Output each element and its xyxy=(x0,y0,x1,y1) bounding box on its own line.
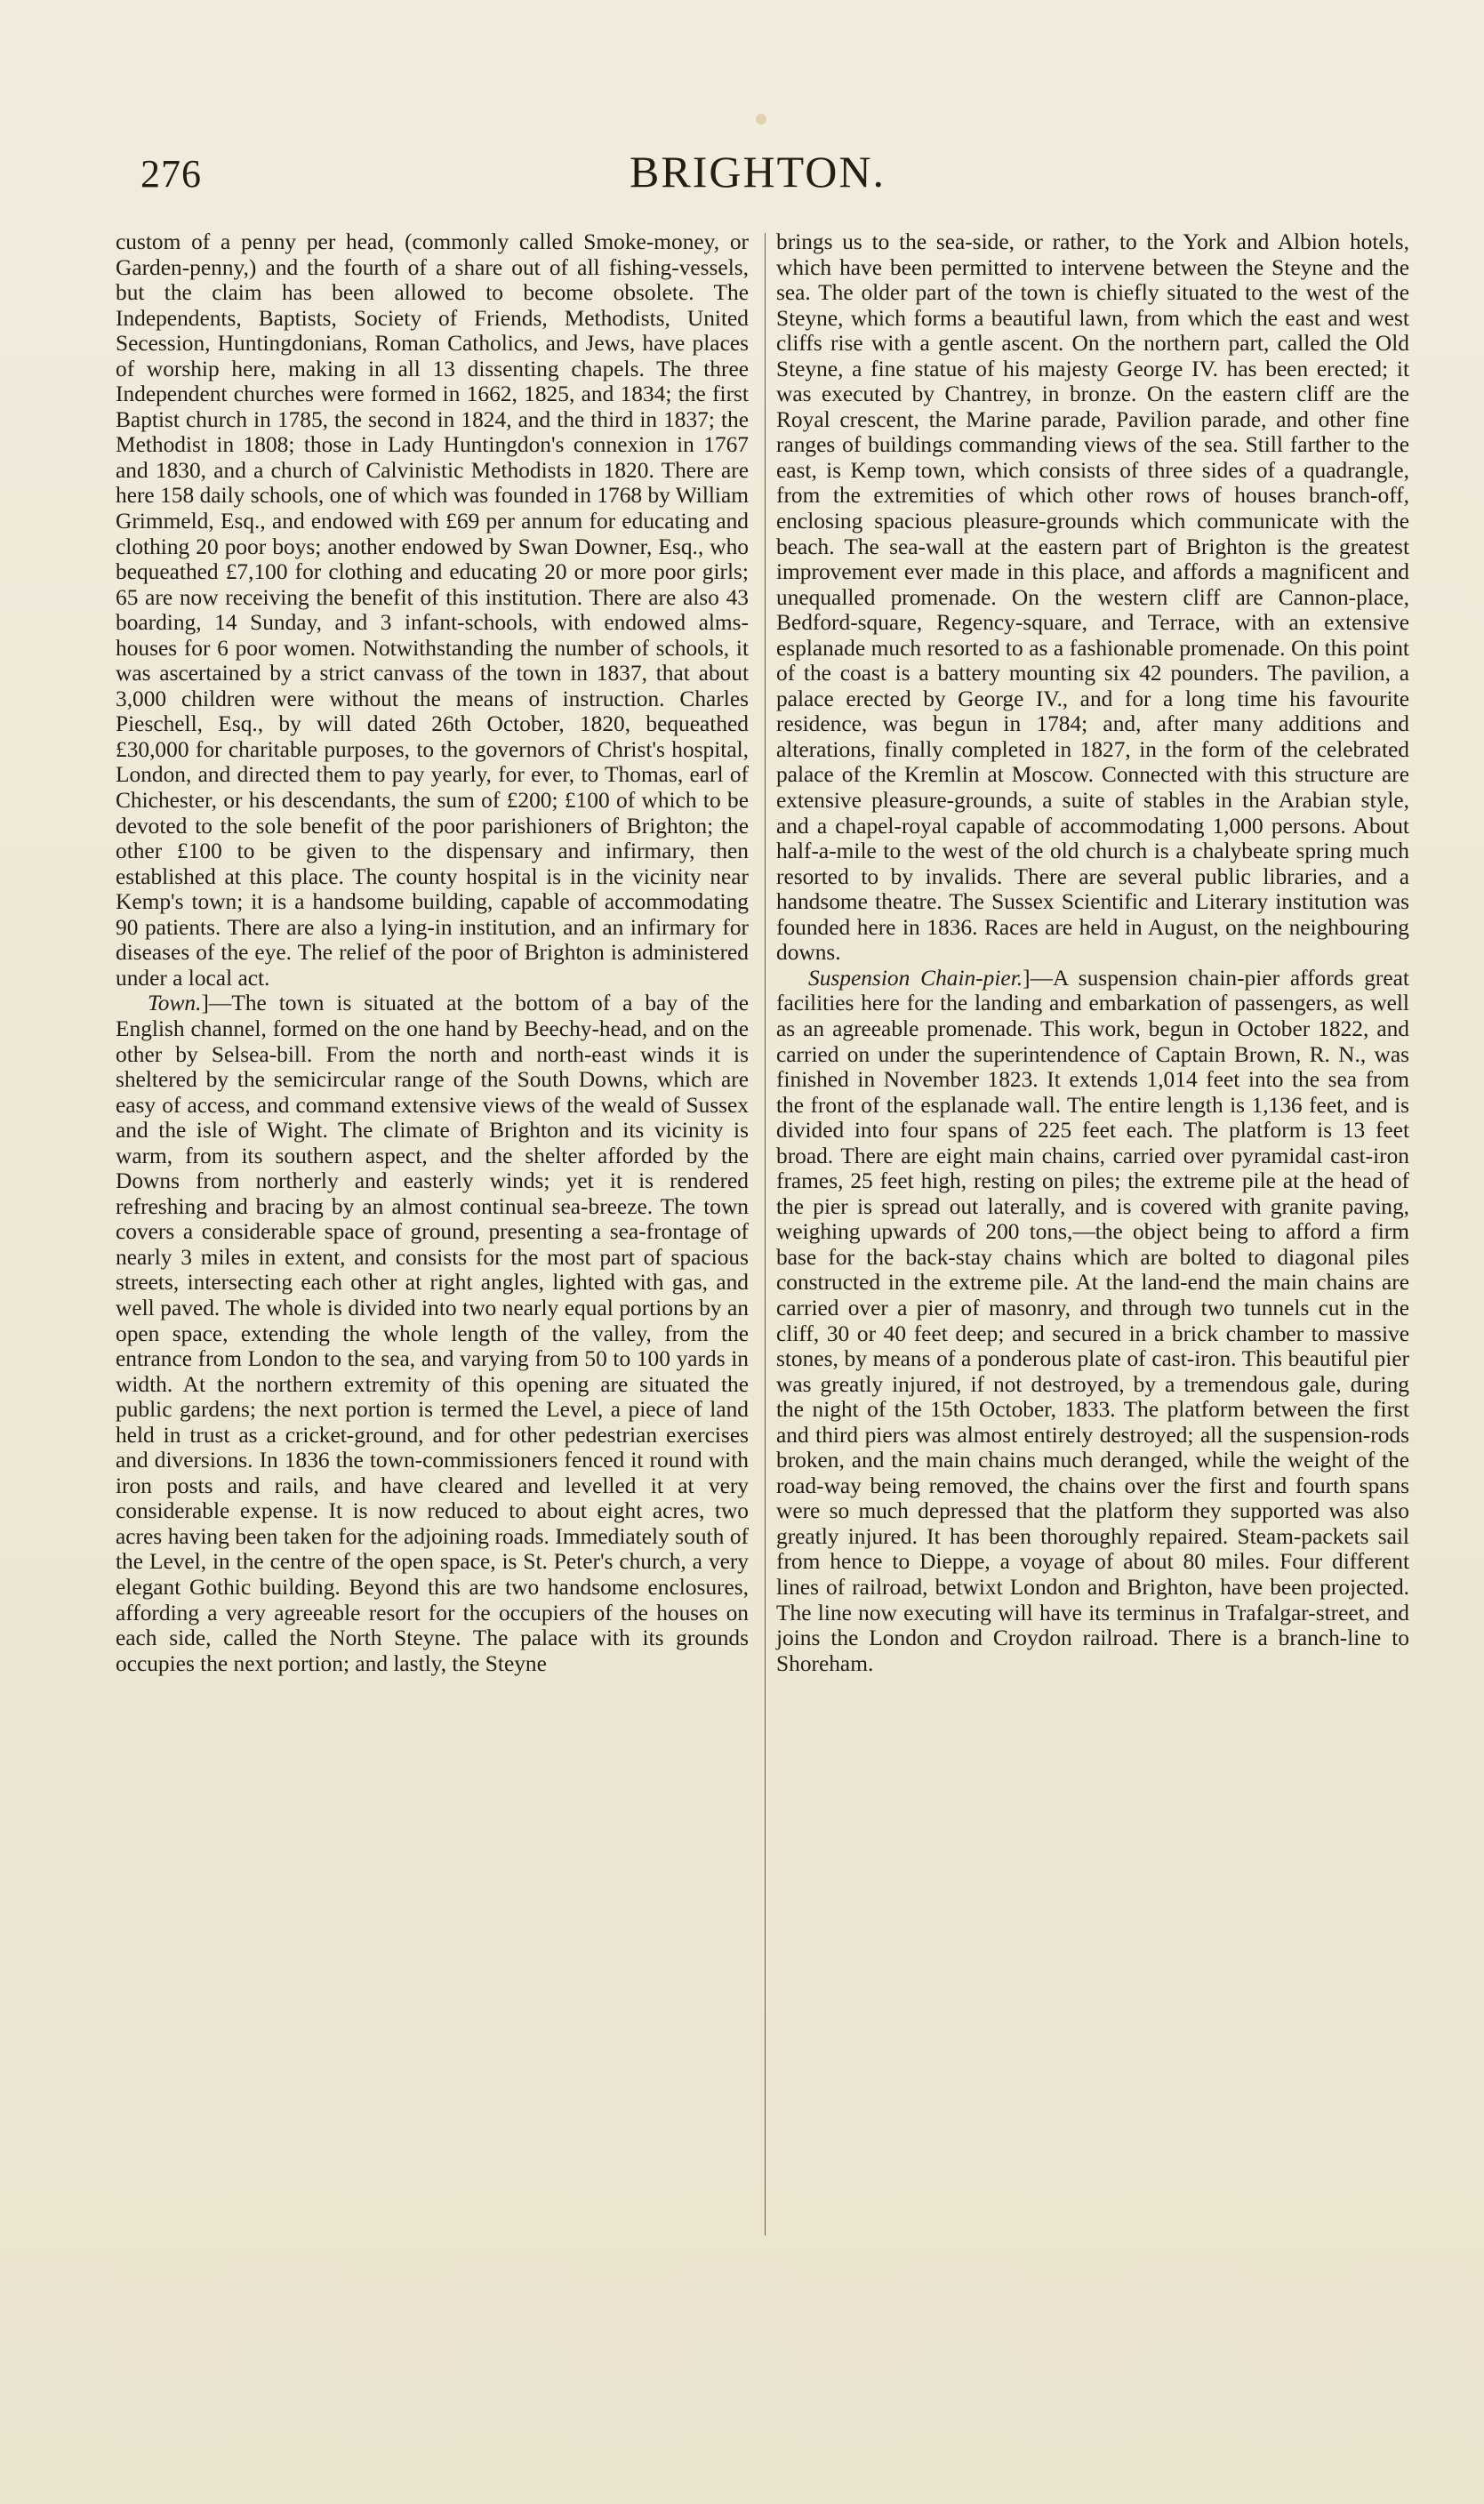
page-number: 276 xyxy=(140,152,202,196)
left-column xyxy=(116,229,749,1676)
paragraph-churches-schools: custom of a penny per head, (commonly called Smoke-money, or Garden-penny,) and the fourth of a share out of all fishing-vessels, but the claim has been allowed to become obsolete. The Independents, Baptists, Society of Friends, Methodists, United Secession, Huntingdonians, Roman Catholics, and Jews, have places of worship here, making in all 13 dissenting chapels. The three Independent churches were formed in 1662, 1825, and 1834; the first Baptist church in 1785, the second in 1824, and the third in 1837; the Methodist in 1808; those in Lady Huntingdon's connexion in 1767 and 1830, and a church of Calvinistic Methodists in 1820. There are here 158 daily schools, one of which was founded in 1768 by William Grimmeld, Esq., and endowed with £69 per annum for educating and clothing 20 poor boys; another endowed by Swan Downer, Esq., who bequeathed £7,100 for clothing and educating 20 or more poor girls; 65 are now receiving the benefit of this institution. There are also 43 boarding, 14 Sunday, and 3 infant-schools, with endowed alms-houses for 6 poor women. Notwithstanding the number of schools, it was ascertained by a strict canvass of the town in 1837, that about 3,000 children were without the means of instruction. Charles Pieschell, Esq., by will dated 26th October, 1820, bequeathed £30,000 for charitable purposes, to the governors of Christ's hospital, London, and directed them to pay yearly, for ever, to Thomas, earl of Chichester, or his descendants, the sum of £200; £100 of which to be devoted to the sole benefit of the poor parishioners of Brighton; the other £100 to be given to the dispensary and infirmary, then established at this place. The county hospital is in the vicinity near Kemp's town; it is a handsome building, capable of accommodating 90 patients. There are also a lying-in institution, and an infirmary for diseases of the eye. The relief of the poor of Brighton is administered under a local act. xyxy=(116,229,749,991)
section-heading-town: Town. xyxy=(148,991,202,1016)
right-column xyxy=(776,229,1409,1676)
paragraph-steyne: brings us to the sea-side, or rather, to the York and Albion hotels, which have been permitted to intervene between the Steyne and the sea. The older part of the town is chiefly situated to the west of the Steyne, which forms a beautiful lawn, from which the east and west cliffs rise with a gentle ascent. On the northern part, called the Old Steyne, a fine statue of his majesty George IV. has been erected; it was executed by Chantrey, in bronze. On the eastern cliff are the Royal crescent, the Marine parade, Pavilion parade, and other fine ranges of buildings commanding views of the sea. Still farther to the east, is Kemp town, which consists of three sides of a quadrangle, from the extremities of which other rows of houses branch-off, enclosing spacious pleasure-grounds which communicate with the beach. The sea-wall at the eastern part of Brighton is the greatest improvement ever made in this place, and affords a magnificent and unequalled promenade. On the western cliff are Cannon-place, Bedford-square, Regency-square, and Terrace, with an extensive esplanade much resorted to as a fashionable promenade. On this point of the coast is a battery mounting six 42 pounders. The pavilion, a palace erected by George IV., and for a long time his favourite residence, was begun in 1784; and, after many additions and alterations, finally completed in 1827, in the form of the celebrated palace of the Kremlin at Moscow. Connected with this structure are extensive pleasure-grounds, a suite of stables in the Arabian style, and a chapel-royal capable of accommodating 1,000 persons. About half-a-mile to the west of the old church is a chalybeate spring much resorted to by invalids. There are several public libraries, and a handsome theatre. The Sussex Scientific and Literary institution was founded here in 1836. Races are held in August, on the neighbouring downs. xyxy=(776,229,1409,966)
paragraph-chain-pier-text: ]—A suspension chain-pier affords great facilities here for the landing and embarkation of passengers, as well as an agreeable promenade. This work, begun in October 1822, and carried on under the superintendence of Captain Brown, R. N., was finished in November 1823. It extends 1,014 feet into the sea from the front of the esplanade wall. The entire length is 1,136 feet, and is divided into four spans of 225 feet each. The platform is 13 feet broad. There are eight main chains, carried over pyramidal cast-iron frames, 25 feet high, resting on piles; the extreme pile at the head of the pier is spread out laterally, and is covered with granite paving, weighing upwards of 200 tons,—the object being to afford a firm base for the back-stay chains which are bolted to diagonal piles constructed in the extreme pile. At the land-end the main chains are carried over a pier of masonry, and through two tunnels cut in the cliff, 30 or 40 feet deep; and secured in a brick chamber to massive stones, by means of a ponderous plate of cast-iron. This beautiful pier was greatly injured, if not destroyed, by a tremendous gale, during the night of the 15th October, 1833. The platform between the first and third piers was almost entirely destroyed; all the suspension-rods broken, and the main chains much deranged, while the weight of the road-way being removed, the chains over the first and fourth spans were so much depressed that the platform they supported was also greatly injured. It has been thoroughly repaired. Steam-packets sail from hence to Dieppe, a voyage of about 80 miles. Four different lines of railroad, betwixt London and Brighton, have been projected. The line now executing will have its terminus in Trafalgar-street, and joins the London and Croydon railroad. There is a branch-line to Shoreham. xyxy=(776,965,1409,1676)
paragraph-town xyxy=(116,991,749,1676)
paragraph-chain-pier xyxy=(776,966,1409,1676)
column-divider xyxy=(765,233,766,2235)
running-head xyxy=(117,144,1398,206)
paper-stain xyxy=(756,114,766,124)
page-title: BRIGHTON. xyxy=(630,147,886,197)
section-heading-chain-pier: Suspension Chain-pier. xyxy=(808,965,1023,991)
paragraph-town-text: ]—The town is situated at the bottom of a bay of the English channel, formed on the one hand by Beechy-head, and on the other by Selsea-bill. From the north and north-east winds it is sheltered by the semicircular range of the South Downs, which are easy of access, and command extensive views of the weald of Sussex and the isle of Wight. The climate of Brighton and its vicinity is warm, from its southern aspect, and the shelter afforded by the Downs from northerly and easterly winds; yet it is rendered refreshing and bracing by an almost continual sea-breeze. The town covers a considerable space of ground, presenting a sea-frontage of nearly 3 miles in extent, and consists for the most part of spacious streets, intersecting each other at right angles, lighted with gas, and well paved. The whole is divided into two nearly equal portions by an open space, extending the whole length of the valley, from the entrance from London to the sea, and varying from 50 to 100 yards in width. At the northern extremity of this opening are situated the public gardens; the next portion is termed the Level, a piece of land held in trust as a cricket-ground, and for other pedestrian exercises and diversions. In 1836 the town-commissioners fenced it round with iron posts and rails, and have cleared and levelled it at very considerable expense. It is now reduced to about eight acres, two acres having been taken for the adjoining roads. Immediately south of the Level, in the centre of the open space, is St. Peter's church, a very elegant Gothic building. Beyond this are two handsome enclosures, affording a very agreeable resort for the occupiers of the houses on each side, called the North Steyne. The palace with its grounds occupies the next portion; and lastly, the Steyne xyxy=(116,991,749,1676)
